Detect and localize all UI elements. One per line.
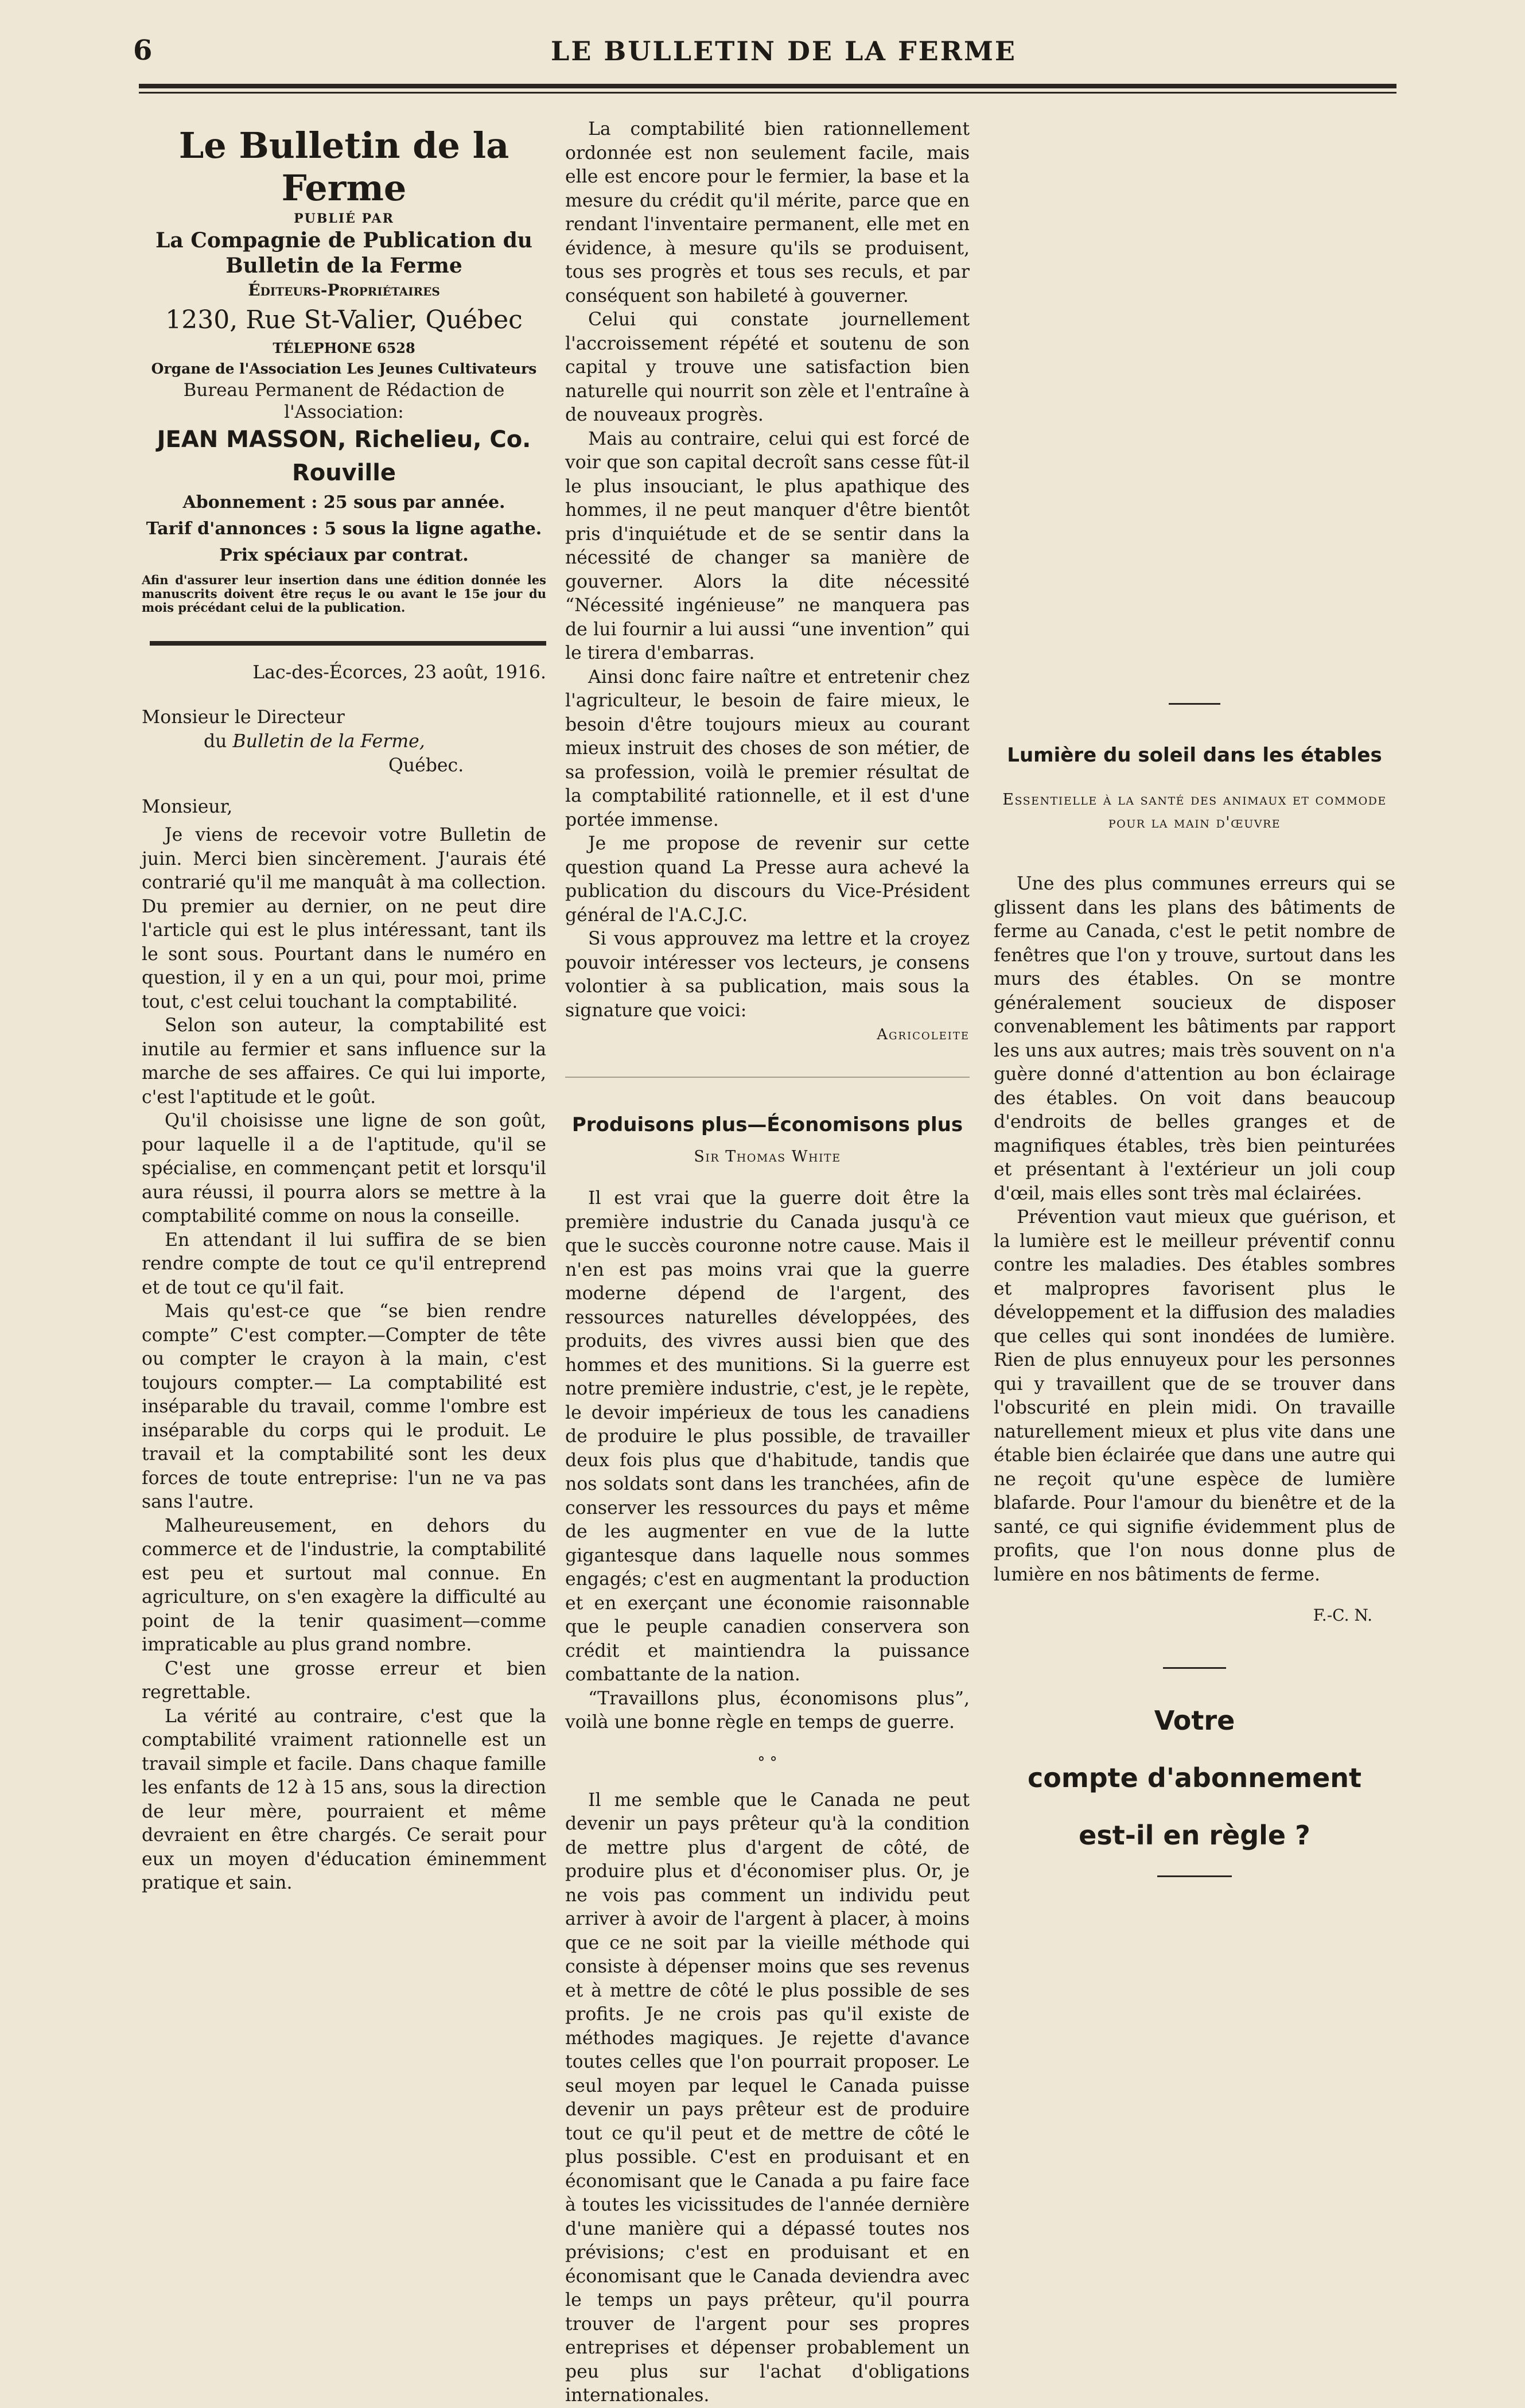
page-number: 6	[133, 34, 153, 67]
article-paragraph: “Travaillons plus, économisons plus”, voilà une bonne règle en temps de guerre.	[565, 1688, 970, 1733]
letter-paragraph: Selon son auteur, la comptabilité est inutile au fermier et sans influence sur la marche de ses affaires. Ce qui lui importe, c'est l'aptitude et le goût.	[142, 1015, 546, 1108]
notice-line: compte d'abonnement	[1027, 1762, 1362, 1793]
article-subtitle: Essentielle à la santé des animaux et commode pour la main d'œuvre	[1002, 791, 1387, 832]
letter-paragraph: Mais qu'est-ce que “se bien rendre compte” C'est compter.—Compter de tête ou compter le crayon à la main, c'est toujours compter.— La comptabilité est inséparable du travail, comme l'ombre est inséparable du corps qui le produit. Le travail et la comptabilité sont les deux forces de toute entreprise: l'un ne va pas sans l'autre.	[142, 1301, 546, 1512]
letter-paragraph: Je me propose de revenir sur cette question quand La Presse aura achevé la publication du discours du Vice-Président général de l'A.C.J.C.	[565, 833, 970, 926]
masthead-bureau: Bureau Permanent de Rédaction de	[183, 380, 505, 401]
masthead-organ: Organe de l'Association Les Jeunes Cultivateurs	[151, 360, 537, 377]
masthead-note: Afin d'assurer leur insertion dans une édition donnée les manuscrits doivent être reçus le ou avant le 15e jour du mois précédant celui de la publication.	[142, 573, 546, 615]
letter-signature: Agricoleite	[877, 1026, 970, 1043]
notice-line: est-il en règle ?	[1079, 1820, 1310, 1851]
masthead-title: Le Bulletin de la Ferme	[178, 125, 509, 209]
letter-paragraph: Ainsi donc faire naître et entretenir chez l'agriculteur, le besoin de faire mieux, le besoin d'être toujours mieux au courant mieux instruit des choses de son métier, de sa profession, voilà le premier résultat de la comptabilité rationnelle, et il est d'une portée immense.	[565, 666, 970, 830]
section-divider-dots: ° °	[757, 1754, 777, 1772]
masthead-ad-rate: Tarif d'annonces : 5 sous la ligne agathe.	[146, 519, 542, 539]
header-rule-thin	[139, 92, 1396, 94]
article-author: Sir Thomas White	[694, 1148, 841, 1166]
article-title: Produisons plus—Économisons plus	[571, 1113, 963, 1136]
letter-paragraph: En attendant il lui suffira de se bien rendre compte de tout ce qu'il entreprend et de tout ce qu'il fait.	[142, 1229, 546, 1298]
letter-paragraph: Celui qui constate journellement l'accroissement répété et soutenu de son capital y trouve une satisfaction bien naturelle qui nourrit son zèle et l'entraîne à de nouveaux progrès.	[565, 309, 970, 425]
header-rule	[139, 84, 1396, 88]
masthead-published-by: PUBLIÉ PAR	[294, 211, 394, 226]
letter-date: Lac-des-Écorces, 23 août, 1916.	[252, 662, 546, 683]
article-signature: F.-C. N.	[1313, 1606, 1372, 1625]
masthead-editor-name: JEAN MASSON, Richelieu, Co. Rouville	[157, 426, 531, 486]
masthead-subscription: Abonnement : 25 sous par année.	[182, 492, 505, 512]
column-2	[565, 118, 970, 2408]
letter-address-3: Québec.	[388, 755, 464, 776]
article-paragraph: Prévention vaut mieux que guérison, et la lumière est le meilleur préventif connu contre les maladies. Des étables sombres et malpropres favorisent plus le développement et la diffusion des maladies que celles qui sont inondées de lumière. Rien de plus ennuyeux pour les personnes qui y travaillent que de se trouver dans l'obscurité en plein midi. On travaille naturellement mieux et plus vite dans une étable bien éclairée que dans une autre qui ne reçoit qu'une espèce de lumière blafarde. Pour l'amour du bienêtre et de la santé, ce qui signifie évidemment plus de profits, que l'on nous donne plus de lumière en nos bâtiments de ferme.	[994, 1207, 1395, 1585]
letter-paragraph: Qu'il choisisse une ligne de son goût, pour laquelle il a de l'aptitude, qu'il se spécialise, en commençant petit et lorsqu'il aura réussi, il pourra alors se mettre à la comptabilité comme on nous la conseille.	[142, 1110, 546, 1226]
letter-paragraph: La vérité au contraire, c'est que la comptabilité vraiment rationnelle est un travail simple et facile. Dans chaque famille les enfants de 12 à 15 ans, sous la direction de leur mère, pourraient et même devraient en être chargés. Ce serait pour eux un moyen d'éducation éminemment pratique et sain.	[142, 1706, 546, 1893]
masthead	[142, 125, 546, 615]
masthead-editors: Éditeurs-Propriétaires	[248, 281, 440, 300]
masthead-bureau-2: l'Association:	[284, 402, 404, 422]
section-divider	[1163, 1667, 1226, 1669]
masthead-special-prices: Prix spéciaux par contrat.	[219, 545, 469, 565]
notice-line: Votre	[1154, 1705, 1235, 1736]
letter-paragraph: C'est une grosse erreur et bien regrettable.	[142, 1658, 546, 1703]
section-divider	[1169, 703, 1220, 705]
article-paragraph: Il est vrai que la guerre doit être la première industrie du Canada jusqu'à ce que le succès couronne notre cause. Mais il n'en est pas moins vrai que la guerre moderne dépend de l'argent, des ressources naturelles développées, des produits, des vivres aussi bien que des hommes et des munitions. Si la guerre est notre première industrie, c'est, je le repète, le devoir impérieux de tous les canadiens de produire le plus possible, de travailler deux fois plus que d'habitude, tandis que nos soldats sont dans les tranchées, afin de conserver les ressources du pays et même de les augmenter en vue de la lutte gigantesque dans laquelle nous sommes engagés; c'est en augmentant la production et en exerçant une économie raisonnable que le peuple canadien conservera son crédit et maintiendra la puissance combattante de la nation.	[565, 1188, 970, 1685]
column-3	[994, 703, 1395, 1877]
letter-salutation: Monsieur,	[142, 797, 233, 817]
letter-paragraph: Mais au contraire, celui qui est forcé de voir que son capital decroît sans cesse fût-il le plus insouciant, le plus apathique des hommes, il ne peut manquer d'être bientôt pris d'inquiétude et de se sentir dans la nécessité de changer sa manière de gouverner. Alors la dite nécessité “Nécessité ingénieuse” ne manquera pas de lui fournir a lui aussi “une invention” qui le tirera d'embarras.	[565, 428, 970, 663]
section-divider	[1157, 1875, 1232, 1877]
article-title: Lumière du soleil dans les étables	[1007, 744, 1382, 767]
masthead-address: 1230, Rue St-Valier, Québec	[165, 305, 523, 335]
page-header-title: LE BULLETIN DE LA FERME	[551, 36, 1017, 67]
column-1	[142, 118, 546, 1896]
letter-paragraph: La comptabilité bien rationnellement ordonnée est non seulement facile, mais elle est encore pour le fermier, la base et la mesure du crédit qu'il mérite, parce que en rendant l'inventaire permanent, elle met en évidence, à mesure qu'ils se produisent, tous ses progrès et tous ses reculs, et par conséquent son habileté à gouverner.	[565, 119, 970, 306]
masthead-separator	[150, 641, 546, 646]
subscription-notice	[994, 1692, 1395, 1864]
letter-address-1: Monsieur le Directeur	[142, 707, 345, 728]
letter-paragraph: Malheureusement, en dehors du commerce et de l'industrie, la comptabilité est peu et surtout mal connue. En agriculture, on s'en exagère la difficulté au point de la tenir quasiment—comme impraticable au plus grand nombre.	[142, 1515, 546, 1655]
article-paragraph: Il me semble que le Canada ne peut devenir un pays prêteur qu'à la condition de mettre plus d'argent de côté, de produire plus et d'économiser plus. Or, je ne vois pas comment un individu peut arriver à avoir de l'argent à placer, à moins que ce ne soit par la vieille méthode qui consiste à dépenser moins que ses revenus et à mettre de côté le plus possible de ses profits. Je ne crois pas qu'il existe de méthodes magiques. Je rejette d'avance toutes celles que l'on pourrait proposer. Le seul moyen par lequel le Canada puisse devenir un pays prêteur est de produire tout ce qu'il peut et de mettre de côté le plus possible. C'est en produisant et en économisant que le Canada a pu faire face à toutes les vicissitudes de l'année dernière d'une manière qui a dépassé toutes nos prévisions; c'est en produisant et en économisant que le Canada deviendra avec le temps un pays prêteur, qu'il pourra trouver de l'argent pour ses propres entreprises et dépenser probablement un peu plus sur l'achat d'obligations internationales.	[565, 1789, 970, 2406]
article-paragraph: Une des plus communes erreurs qui se glissent dans les plans des bâtiments de ferme au Canada, c'est le petit nombre de fenêtres que l'on y trouve, surtout dans les murs des étables. On se montre généralement soucieux de disposer convenablement les bâtiments par rapport les uns aux autres; mais très souvent on n'a guère donné d'attention au bon éclairage des étables. On voit dans beaucoup d'endroits de belles granges et de magnifiques étables, très bien peinturées et présentant à l'extérieur un joli coup d'œil, mais elles sont très mal éclairées.	[994, 873, 1395, 1204]
masthead-phone: TÉLEPHONE 6528	[273, 340, 415, 356]
letter-paragraph: Je viens de recevoir votre Bulletin de juin. Merci bien sincèrement. J'aurais été contrarié qu'il me manquât à ma collection. Du premier au dernier, on ne peut dire l'article qui est le plus intéressant, tant ils le sont sous. Pourtant dans le numéro en question, il y en a un qui, pour moi, prime tout, c'est celui touchant la comptabilité.	[142, 825, 546, 1012]
masthead-publisher: La Compagnie de Publication du	[155, 228, 532, 253]
letter-address-2: du Bulletin de la Ferme,	[204, 731, 425, 752]
column-divider	[565, 1077, 970, 1078]
letter-paragraph: Si vous approuvez ma lettre et la croyez pouvoir intéresser vos lecteurs, je consens volontier à sa publication, mais sous la signature que voici:	[565, 929, 970, 1021]
masthead-publisher-2: Bulletin de la Ferme	[225, 254, 462, 278]
